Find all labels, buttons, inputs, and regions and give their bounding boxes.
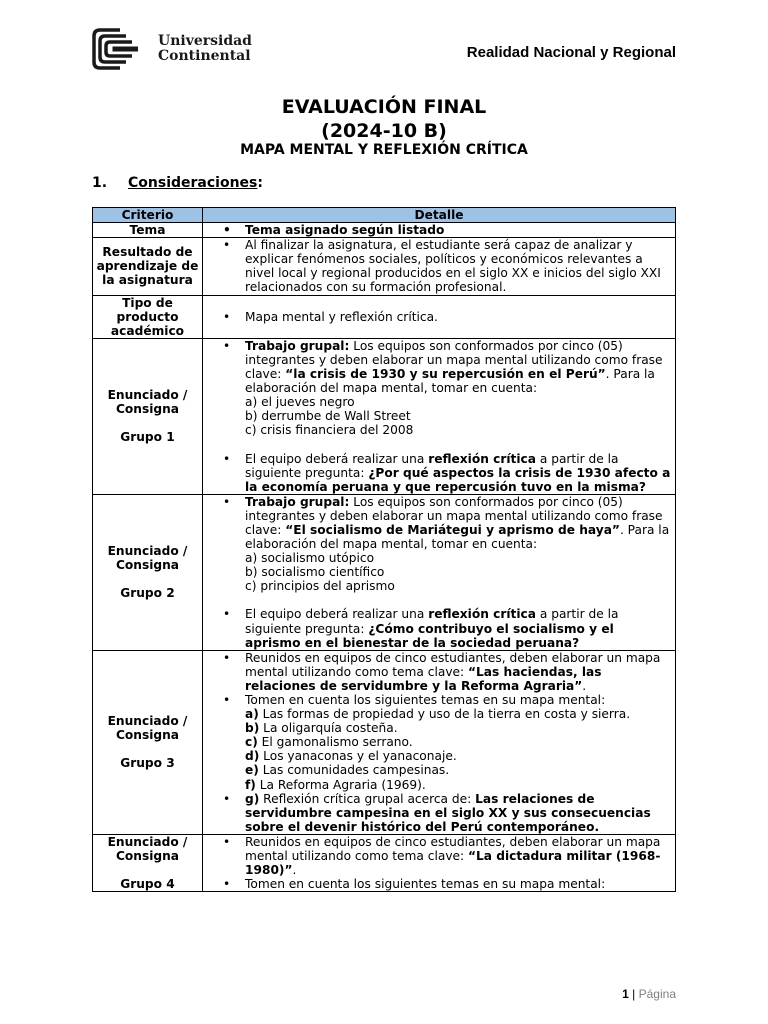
list-item: • Trabajo grupal: Los equipos son conformados por cinco (05) integrantes y deben elaborar un mapa mental utilizando como frase clave: “El socialismo de Mariátegui y aprismo de haya”. Para la elaboración del mapa mental, tomar en cuenta: a) socialismo utópico b) socialismo científico c) principios del aprismo [223,495,671,608]
logo-line2: Continental [158,48,251,64]
table-row [93,650,676,834]
criterio-tipo: Tipo de producto académico [93,295,203,338]
page-label: Página [638,987,676,1001]
detalle-resultado [203,238,676,295]
list-item: • Tomen en cuenta los siguientes temas en su mapa mental: a) Las formas de propiedad y uso de la tierra en costa y sierra. b) La oligarquía costeña. c) El gamonalismo serrano. d) Los yanaconas y el yanaconaje. e) Las comunidades campesinas. f) La Reforma Agraria (1969). [223,693,671,792]
page-separator: | [632,987,636,1001]
considerations-table [92,207,676,892]
section-heading [92,175,263,191]
criterio-enunciado: Enunciado / Consigna [107,388,188,417]
table-row [93,223,676,238]
criterio-enunciado: Enunciado / Consigna [107,834,188,864]
detalle-grupo-2 [203,494,676,650]
table-row [93,338,676,494]
table-row [93,834,676,891]
list-item: • g) Reflexión crítica grupal acerca de: Las relaciones de servidumbre campesina en el siglo XX y sus consecuencias sobre el devenir histórico del Perú contemporáneo. [223,792,671,834]
section-number: 1. [92,175,108,191]
list-item: • Trabajo grupal: Los equipos son conformados por cinco (05) integrantes y deben elaborar un mapa mental utilizando como frase clave: “la crisis de 1930 y su repercusión en el Perú”. Para la elaboración del mapa mental, tomar en cuenta: a) el jueves negro b) derrumbe de Wall Street c) crisis financiera del 2008 [223,339,671,452]
criterio-enunciado: Enunciado / Consigna [107,714,188,743]
logo-line1: Universidad [158,33,252,49]
list-item: • Tomen en cuenta los siguientes temas en su mapa mental: [223,877,671,891]
list-item: • El equipo deberá realizar una reflexión crítica a partir de la siguiente pregunta: ¿Por qué aspectos la crisis de 1930 afecto a la economía peruana y que repercusión tuvo en la misma? [223,452,671,494]
detalle-grupo-1 [203,338,676,494]
list-item: • Mapa mental y reflexión crítica. [223,310,671,324]
page-footer [622,987,676,1001]
detalle-grupo-3 [203,650,676,834]
table-row [93,494,676,650]
section-colon: : [257,175,263,191]
exam-subtitle: MAPA MENTAL Y REFLEXIÓN CRÍTICA [240,142,528,158]
table-row [93,238,676,295]
course-title: Realidad Nacional y Regional [466,44,676,61]
detalle-grupo-4 [203,834,676,891]
header-detalle: Detalle [203,208,676,223]
criterio-grupo-1 [93,338,203,494]
criterio-grupo: Grupo 2 [120,586,175,601]
criterio-resultado: Resultado de aprendizaje de la asignatura [93,238,203,295]
criterio-grupo-4 [93,834,203,891]
section-label: Consideraciones [128,175,258,191]
criterio-grupo: Grupo 1 [120,430,175,445]
list-item: • Reunidos en equipos de cinco estudiantes, deben elaborar un mapa mental utilizando como tema clave: “Las haciendas, las relaciones de servidumbre y la Reforma Agraria”. [223,651,671,693]
list-item: • Al finalizar la asignatura, el estudiante será capaz de analizar y explicar fenómenos sociales, políticos y económicos relevantes a nivel local y regional producidos en el siglo XX e inicios del siglo XXI relacionados con su formación profesional. [223,238,671,294]
list-item: • El equipo deberá realizar una reflexión crítica a partir de la siguiente pregunta: ¿Cómo contribuyo el socialismo y el aprismo en el bienestar de la sociedad peruana? [223,607,671,649]
exam-title: EVALUACIÓN FINAL [281,96,487,118]
list-item: • Tema asignado según listado [223,223,671,237]
list-item: • Reunidos en equipos de cinco estudiantes, deben elaborar un mapa mental utilizando como tema clave: “La dictadura militar (1968-1980)”. [223,835,671,877]
university-logo-icon [92,28,150,70]
exam-period: (2024-10 B) [321,120,447,142]
criterio-tema: Tema [93,223,203,238]
university-logo [92,28,252,70]
page-number: 1 [622,987,629,1001]
criterio-grupo-2 [93,494,203,650]
detalle-tema [203,223,676,238]
criterio-grupo: Grupo 3 [120,756,175,771]
detalle-tipo [203,295,676,338]
criterio-grupo: Grupo 4 [120,877,175,892]
criterio-grupo-3 [93,650,203,834]
table-row [93,295,676,338]
criterio-enunciado: Enunciado / Consigna [107,544,188,573]
table-header-row [93,208,676,223]
header-criterio: Criterio [93,208,203,223]
